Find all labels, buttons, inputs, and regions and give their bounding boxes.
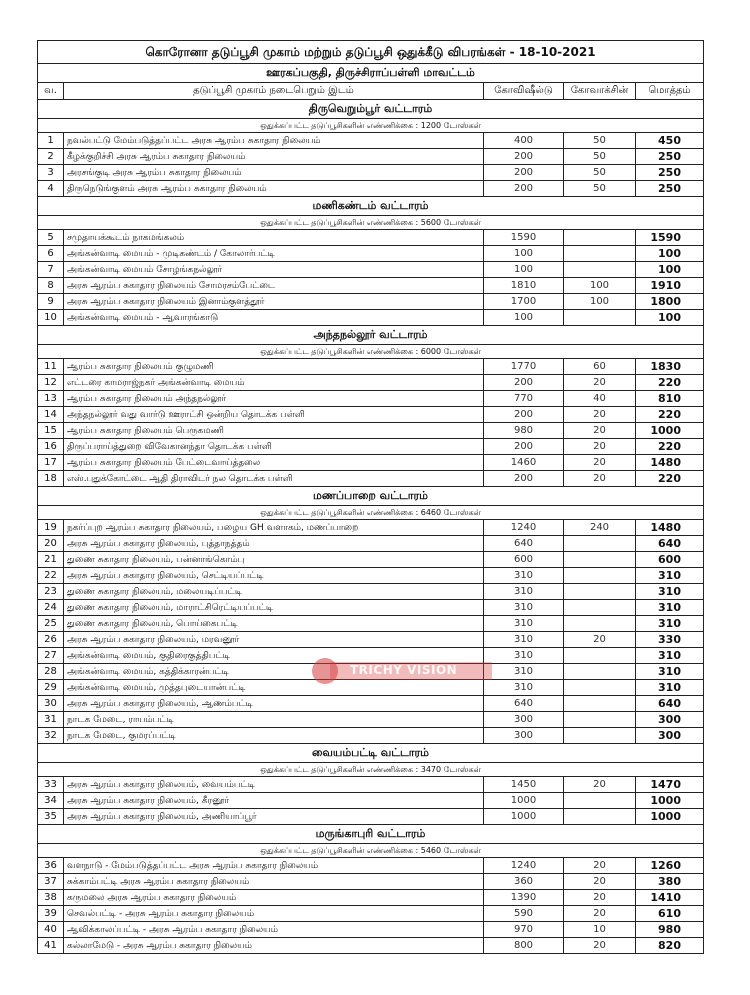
row-covaxin: 50	[564, 133, 636, 149]
row-place: துணை சுகாதார நிலையம், மலையடிப்பட்டி	[64, 584, 484, 600]
row-covaxin: 40	[564, 391, 636, 407]
row-covishield: 100	[484, 262, 564, 278]
allocation-row	[38, 119, 704, 133]
row-covaxin: 20	[564, 938, 636, 954]
row-sno: 18	[38, 471, 64, 487]
block-name: மணப்பாறை வட்டாரம்	[38, 487, 704, 506]
row-covaxin: 10	[564, 922, 636, 938]
row-covaxin	[564, 230, 636, 246]
column-header-row	[38, 83, 704, 100]
row-covishield: 200	[484, 407, 564, 423]
table-row	[38, 423, 704, 439]
row-sno: 15	[38, 423, 64, 439]
row-sno: 13	[38, 391, 64, 407]
row-total: 1480	[636, 520, 704, 536]
allocation-text: ஒதுக்கப்பட்ட தடுப்பூசிகளின் எண்ணிக்கை : 3470 டோஸ்கள்	[38, 763, 704, 777]
row-covishield: 200	[484, 149, 564, 165]
block-name: மணிகண்டம் வட்டாரம்	[38, 197, 704, 216]
row-total: 1830	[636, 359, 704, 375]
row-total: 220	[636, 439, 704, 455]
table-row	[38, 246, 704, 262]
row-total: 250	[636, 181, 704, 197]
table-row	[38, 165, 704, 181]
row-sno: 36	[38, 858, 64, 874]
row-place: ஆரம்ப சுகாதார நிலையம் குழுமணி	[64, 359, 484, 375]
row-place: துணை சுகாதார நிலையம், மாராட்சிரெட்டியப்பட்டி	[64, 600, 484, 616]
row-covishield: 310	[484, 648, 564, 664]
allocation-text: ஒதுக்கப்பட்ட தடுப்பூசிகளின் எண்ணிக்கை : 1200 டோஸ்கள்	[38, 119, 704, 133]
row-covaxin	[564, 728, 636, 744]
table-row	[38, 600, 704, 616]
row-sno: 30	[38, 696, 64, 712]
table-body	[38, 41, 704, 954]
row-total: 610	[636, 906, 704, 922]
row-sno: 24	[38, 600, 64, 616]
table-row	[38, 455, 704, 471]
block-name: மருங்காபுரி வட்டாரம்	[38, 825, 704, 844]
row-sno: 19	[38, 520, 64, 536]
row-sno: 39	[38, 906, 64, 922]
row-sno: 3	[38, 165, 64, 181]
allocation-row	[38, 763, 704, 777]
column-header-total: மொத்தம்	[636, 83, 704, 100]
row-total: 1590	[636, 230, 704, 246]
row-place: அங்கன்வாடி மையம், குதிரைகுத்திபட்டி	[64, 648, 484, 664]
row-sno: 26	[38, 632, 64, 648]
table-row	[38, 359, 704, 375]
row-covaxin	[564, 536, 636, 552]
block-name: திருவெறும்பூர் வட்டாரம்	[38, 100, 704, 119]
row-place: அரசு ஆரம்ப சுகாதார நிலையம், கீரனூர்	[64, 793, 484, 809]
row-total: 1480	[636, 455, 704, 471]
watermark-text: TRICHY VISION	[350, 663, 458, 677]
row-covishield: 970	[484, 922, 564, 938]
row-covishield: 310	[484, 584, 564, 600]
row-total: 220	[636, 375, 704, 391]
row-place: நவல்பட்டு மேம்படுத்தப்பட்ட அரசு ஆரம்ப சுகாதார நிலையம்	[64, 133, 484, 149]
row-total: 250	[636, 149, 704, 165]
row-sno: 32	[38, 728, 64, 744]
document	[37, 40, 703, 954]
table-row	[38, 568, 704, 584]
row-covaxin	[564, 552, 636, 568]
row-covishield: 1000	[484, 793, 564, 809]
row-total: 1260	[636, 858, 704, 874]
row-covishield: 800	[484, 938, 564, 954]
row-place: எட்டரை காமராஜ்நகர் அங்கன்வாடி மையம்	[64, 375, 484, 391]
row-place: எஸ்.புதுக்கோட்டை ஆதி திராவிடர் நல தொடக்க பள்ளி	[64, 471, 484, 487]
row-place: அங்கன்வாடி மையம், முத்தபுடையான்பட்டி	[64, 680, 484, 696]
row-sno: 11	[38, 359, 64, 375]
row-place: அரசு ஆரம்ப சுகாதார நிலையம், ஆணம்பட்டி	[64, 696, 484, 712]
subtitle-row	[38, 64, 704, 83]
allocation-row	[38, 506, 704, 520]
row-sno: 2	[38, 149, 64, 165]
row-place: நாடக மேடை, ராயம்பட்டி	[64, 712, 484, 728]
vaccination-table	[37, 40, 704, 954]
table-row	[38, 520, 704, 536]
row-sno: 1	[38, 133, 64, 149]
row-covishield: 310	[484, 632, 564, 648]
row-sno: 7	[38, 262, 64, 278]
allocation-row	[38, 345, 704, 359]
table-row	[38, 552, 704, 568]
row-place: சுக்காம்பட்டி அரசு ஆரம்ப சுகாதார நிலையம்	[64, 874, 484, 890]
table-row	[38, 664, 704, 680]
table-row	[38, 375, 704, 391]
row-covaxin: 20	[564, 455, 636, 471]
table-row	[38, 439, 704, 455]
row-covaxin: 240	[564, 520, 636, 536]
title-row	[38, 41, 704, 64]
row-place: அங்கன்வாடி மையம் - முடிகண்டம் / கோலார்பட்டி	[64, 246, 484, 262]
table-row	[38, 632, 704, 648]
row-covishield: 200	[484, 471, 564, 487]
table-row	[38, 310, 704, 326]
row-covaxin: 20	[564, 874, 636, 890]
row-covaxin: 20	[564, 471, 636, 487]
row-place: துணை சுகாதார நிலையம், பன்னாங்கொம்பு	[64, 552, 484, 568]
row-total: 380	[636, 874, 704, 890]
row-covishield: 1390	[484, 890, 564, 906]
table-row	[38, 858, 704, 874]
row-covaxin	[564, 712, 636, 728]
row-covaxin: 100	[564, 294, 636, 310]
row-total: 310	[636, 680, 704, 696]
row-place: அரசு ஆரம்ப சுகாதார நிலையம், மரவனூர்	[64, 632, 484, 648]
row-sno: 28	[38, 664, 64, 680]
row-total: 300	[636, 728, 704, 744]
row-covaxin	[564, 310, 636, 326]
row-place: கல்லாமேடு - அரசு ஆரம்ப சுகாதார நிலையம்	[64, 938, 484, 954]
row-covaxin: 20	[564, 890, 636, 906]
row-place: துணை சுகாதார நிலையம், பொய்கைபட்டி	[64, 616, 484, 632]
row-covishield: 300	[484, 712, 564, 728]
row-covishield: 300	[484, 728, 564, 744]
row-covishield: 600	[484, 552, 564, 568]
row-covaxin: 20	[564, 777, 636, 793]
row-covishield: 200	[484, 439, 564, 455]
row-covishield: 200	[484, 165, 564, 181]
table-row	[38, 181, 704, 197]
row-sno: 4	[38, 181, 64, 197]
row-total: 310	[636, 600, 704, 616]
table-row	[38, 407, 704, 423]
row-sno: 21	[38, 552, 64, 568]
row-covishield: 1770	[484, 359, 564, 375]
row-place: அரசு ஆரம்ப சுகாதார நிலையம், அணியாப்பூர்	[64, 809, 484, 825]
row-place: அரசு ஆரம்ப சுகாதார நிலையம், செட்டியப்பட்டி	[64, 568, 484, 584]
column-header-place: தடுப்பூசி முகாம் நடைபெறும் இடம்	[64, 83, 484, 100]
allocation-text: ஒதுக்கப்பட்ட தடுப்பூசிகளின் எண்ணிக்கை : 6000 டோஸ்கள்	[38, 345, 704, 359]
row-covishield: 1700	[484, 294, 564, 310]
row-covishield: 1000	[484, 809, 564, 825]
row-total: 100	[636, 310, 704, 326]
row-covishield: 310	[484, 616, 564, 632]
block-header-row	[38, 197, 704, 216]
block-header-row	[38, 487, 704, 506]
row-covishield: 200	[484, 375, 564, 391]
row-sno: 34	[38, 793, 64, 809]
row-total: 810	[636, 391, 704, 407]
table-row	[38, 294, 704, 310]
row-covaxin: 20	[564, 858, 636, 874]
allocation-text: ஒதுக்கப்பட்ட தடுப்பூசிகளின் எண்ணிக்கை : 5460 டோஸ்கள்	[38, 844, 704, 858]
row-covaxin	[564, 664, 636, 680]
row-covishield: 100	[484, 310, 564, 326]
block-name: அந்தநல்லூர் வட்டாரம்	[38, 326, 704, 345]
row-sno: 6	[38, 246, 64, 262]
row-covaxin: 20	[564, 423, 636, 439]
row-covishield: 100	[484, 246, 564, 262]
row-covaxin: 20	[564, 906, 636, 922]
row-place: திருப்பராய்த்துறை விவேகானந்தா தொடக்க பள்ளி	[64, 439, 484, 455]
row-covishield: 770	[484, 391, 564, 407]
row-covishield: 310	[484, 664, 564, 680]
block-header-row	[38, 744, 704, 763]
row-covaxin: 50	[564, 165, 636, 181]
row-covishield: 640	[484, 696, 564, 712]
document-title: கொரோனா தடுப்பூசி முகாம் மற்றும் தடுப்பூசி ஒதுக்கீடு விபரங்கள் - 18-10-2021	[38, 41, 704, 64]
table-row	[38, 133, 704, 149]
row-total: 640	[636, 536, 704, 552]
row-covaxin: 20	[564, 439, 636, 455]
row-covaxin: 20	[564, 375, 636, 391]
row-total: 330	[636, 632, 704, 648]
row-sno: 33	[38, 777, 64, 793]
row-place: வளநாடு - மேம்படுத்தப்பட்ட அரசு ஆரம்ப சுகாதார நிலையம்	[64, 858, 484, 874]
row-sno: 5	[38, 230, 64, 246]
row-covaxin	[564, 648, 636, 664]
table-row	[38, 938, 704, 954]
row-covishield: 360	[484, 874, 564, 890]
table-row	[38, 230, 704, 246]
row-total: 600	[636, 552, 704, 568]
row-place: ஆவிக்காலப்பட்டி - அரசு ஆரம்ப சுகாதார நிலையம்	[64, 922, 484, 938]
row-covaxin	[564, 600, 636, 616]
row-place: நகர்ப்புற ஆரம்ப சுகாதார நிலையம், பழைய GH வளாகம், மணப்பாறை	[64, 520, 484, 536]
row-sno: 35	[38, 809, 64, 825]
row-total: 220	[636, 471, 704, 487]
row-covishield: 980	[484, 423, 564, 439]
table-row	[38, 536, 704, 552]
block-header-row	[38, 825, 704, 844]
row-place: அரசு ஆரம்ப சுகாதார நிலையம் இனாம்குளத்தூர்	[64, 294, 484, 310]
row-total: 1410	[636, 890, 704, 906]
row-total: 1910	[636, 278, 704, 294]
column-header-covaxin: கோவாக்சின்	[564, 83, 636, 100]
row-place: ஆரம்ப சுகாதார நிலையம் பேட்டைவாய்த்தலை	[64, 455, 484, 471]
row-sno: 29	[38, 680, 64, 696]
row-total: 220	[636, 407, 704, 423]
table-row	[38, 391, 704, 407]
table-row	[38, 149, 704, 165]
row-total: 310	[636, 584, 704, 600]
table-row	[38, 584, 704, 600]
row-total: 1470	[636, 777, 704, 793]
table-row	[38, 278, 704, 294]
row-covishield: 640	[484, 536, 564, 552]
row-total: 310	[636, 568, 704, 584]
row-place: ஆரம்ப சுகாதார நிலையம் அந்தநல்லூர்	[64, 391, 484, 407]
allocation-text: ஒதுக்கப்பட்ட தடுப்பூசிகளின் எண்ணிக்கை : 5600 டோஸ்கள்	[38, 216, 704, 230]
allocation-row	[38, 216, 704, 230]
block-header-row	[38, 326, 704, 345]
row-covishield: 310	[484, 680, 564, 696]
allocation-row	[38, 844, 704, 858]
row-covishield: 1240	[484, 520, 564, 536]
row-covishield: 310	[484, 600, 564, 616]
row-covaxin	[564, 584, 636, 600]
row-sno: 12	[38, 375, 64, 391]
row-sno: 16	[38, 439, 64, 455]
row-covishield: 200	[484, 181, 564, 197]
row-total: 980	[636, 922, 704, 938]
row-place: அரசு ஆரம்ப சுகாதார நிலையம் சோமரசம்பேட்டை	[64, 278, 484, 294]
row-covaxin: 50	[564, 181, 636, 197]
row-total: 100	[636, 262, 704, 278]
document-subtitle: ஊரகப்பகுதி, திருச்சிராப்பள்ளி மாவட்டம்	[38, 64, 704, 83]
row-covishield: 1460	[484, 455, 564, 471]
row-place: அங்கன்வாடி மையம், கத்திக்காரன்பட்டி	[64, 664, 484, 680]
row-total: 310	[636, 664, 704, 680]
row-place: ஆரம்ப சுகாதார நிலையம் பெருகமணி	[64, 423, 484, 439]
row-sno: 41	[38, 938, 64, 954]
table-row	[38, 728, 704, 744]
row-covaxin: 20	[564, 407, 636, 423]
row-place: நாடக மேடை, குமரப்பட்டி	[64, 728, 484, 744]
row-total: 640	[636, 696, 704, 712]
row-place: அரசு ஆரம்ப சுகாதார நிலையம், வையம்பட்டி	[64, 777, 484, 793]
table-row	[38, 793, 704, 809]
block-name: வையம்பட்டி வட்டாரம்	[38, 744, 704, 763]
row-covishield: 1240	[484, 858, 564, 874]
table-row	[38, 648, 704, 664]
allocation-text: ஒதுக்கப்பட்ட தடுப்பூசிகளின் எண்ணிக்கை : 6460 டோஸ்கள்	[38, 506, 704, 520]
row-total: 820	[636, 938, 704, 954]
row-covishield: 1590	[484, 230, 564, 246]
row-total: 1800	[636, 294, 704, 310]
column-header-sno: வ.	[38, 83, 64, 100]
row-total: 300	[636, 712, 704, 728]
row-covaxin	[564, 809, 636, 825]
row-sno: 17	[38, 455, 64, 471]
row-covaxin: 50	[564, 149, 636, 165]
row-sno: 9	[38, 294, 64, 310]
row-covishield: 1810	[484, 278, 564, 294]
row-sno: 20	[38, 536, 64, 552]
table-row	[38, 696, 704, 712]
table-row	[38, 890, 704, 906]
table-row	[38, 262, 704, 278]
row-sno: 10	[38, 310, 64, 326]
row-sno: 23	[38, 584, 64, 600]
row-covaxin: 100	[564, 278, 636, 294]
row-sno: 31	[38, 712, 64, 728]
row-covishield: 310	[484, 568, 564, 584]
row-total: 450	[636, 133, 704, 149]
table-row	[38, 712, 704, 728]
row-covaxin	[564, 696, 636, 712]
row-sno: 22	[38, 568, 64, 584]
row-covaxin: 60	[564, 359, 636, 375]
row-sno: 37	[38, 874, 64, 890]
row-total: 1000	[636, 423, 704, 439]
table-row	[38, 809, 704, 825]
block-header-row	[38, 100, 704, 119]
row-place: சமுதாயக்கூடம் நாகமங்கலம்	[64, 230, 484, 246]
row-total: 1000	[636, 809, 704, 825]
row-covaxin: 20	[564, 632, 636, 648]
table-row	[38, 471, 704, 487]
row-place: அரசங்குடி அரசு ஆரம்ப சுகாதார நிலையம்	[64, 165, 484, 181]
row-covaxin	[564, 262, 636, 278]
table-row	[38, 922, 704, 938]
row-total: 310	[636, 616, 704, 632]
table-row	[38, 906, 704, 922]
row-sno: 8	[38, 278, 64, 294]
row-covaxin	[564, 616, 636, 632]
row-covaxin	[564, 793, 636, 809]
row-total: 1000	[636, 793, 704, 809]
row-total: 250	[636, 165, 704, 181]
row-place: அந்தநல்லூர் வது வார்டு ஊராட்சி ஒன்றிய தொடக்க பள்ளி	[64, 407, 484, 423]
row-covaxin	[564, 568, 636, 584]
row-covaxin	[564, 246, 636, 262]
row-sno: 27	[38, 648, 64, 664]
row-place: அங்கன்வாடி மையம் சோழங்கநல்லூர்	[64, 262, 484, 278]
row-place: கருமலை அரசு ஆரம்ப சுகாதார நிலையம்	[64, 890, 484, 906]
row-sno: 14	[38, 407, 64, 423]
table-row	[38, 777, 704, 793]
row-sno: 38	[38, 890, 64, 906]
row-total: 310	[636, 648, 704, 664]
row-place: திருநெடுங்குளம் அரசு ஆரம்ப சுகாதார நிலையம்	[64, 181, 484, 197]
row-place: அங்கன்வாடி மையம் - ஆவாரங்காடு	[64, 310, 484, 326]
row-sno: 40	[38, 922, 64, 938]
row-total: 100	[636, 246, 704, 262]
row-covishield: 400	[484, 133, 564, 149]
row-covaxin	[564, 680, 636, 696]
row-covishield: 1450	[484, 777, 564, 793]
row-sno: 25	[38, 616, 64, 632]
row-place: கீழக்குறிச்சி அரசு ஆரம்ப சுகாதார நிலையம்	[64, 149, 484, 165]
table-row	[38, 874, 704, 890]
row-covishield: 590	[484, 906, 564, 922]
column-header-covishield: கோவிஷீல்டு	[484, 83, 564, 100]
row-place: செவல்பட்டி - அரசு ஆரம்ப சுகாதார நிலையம்	[64, 906, 484, 922]
row-place: அரசு ஆரம்ப சுகாதார நிலையம், புத்தாநத்தம்	[64, 536, 484, 552]
table-row	[38, 616, 704, 632]
table-row	[38, 680, 704, 696]
